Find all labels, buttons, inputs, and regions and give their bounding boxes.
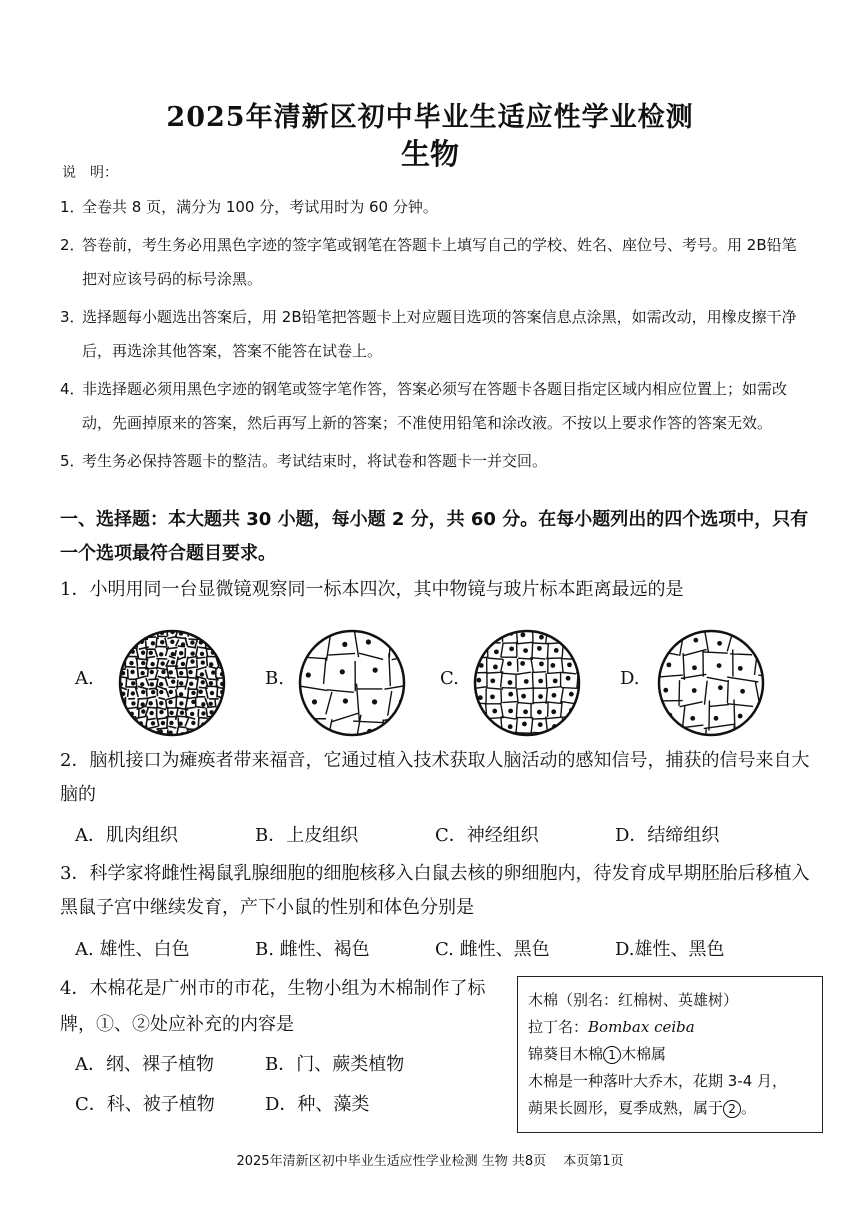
kapok-label-card	[517, 976, 823, 1133]
question-4-stem-line1: 4．木棉花是广州市的市花，生物小组为木棉制作了标	[60, 978, 486, 999]
option-label: B.	[265, 668, 284, 689]
option-d: D．结缔组织	[615, 825, 720, 846]
note-item: 5． 考生务必保持答题卡的整洁。考试结束时，将试卷和答题卡一并交回。	[60, 452, 548, 470]
note-item: 2． 答卷前，考生务必用黑色字迹的签字笔或钢笔在答题卡上填写自己的学校、姓名、座位号、考号。用 2B铅笔把对应该号码的标号涂黑。	[60, 236, 797, 288]
card-line-taxonomy: 锦葵目木棉 1 木棉属	[528, 1045, 667, 1063]
option-d: D．种、藻类	[265, 1094, 370, 1115]
notes-list	[60, 190, 805, 482]
note-item: 3． 选择题每小题选出答案后，用 2B铅笔把答题卡上对应题目选项的答案信息点涂黑，如需改动，用橡皮擦干净后，再选涂其他答案，答案不能答在试卷上。	[60, 308, 797, 360]
option-a: A．肌肉组织	[75, 825, 178, 846]
note-text: 考生务必保持答题卡的整洁。考试结束时，将试卷和答题卡一并交回。	[82, 452, 548, 470]
card-line-name: 木棉（别名：红棉树、英雄树）	[528, 991, 739, 1009]
option-c: C．科、被子植物	[75, 1094, 215, 1115]
card-line-desc2: 蒴果长圆形，夏季成熟，属于 2 。	[528, 1099, 757, 1117]
option-label: D.	[620, 668, 640, 689]
card-line-desc1: 木棉是一种落叶大乔木，花期 3-4 月，	[528, 1072, 788, 1090]
note-text: 全卷共 8 页，满分为 100 分，考试用时为 60 分钟。	[82, 198, 438, 216]
question-3-stem: 3．科学家将雌性褐鼠乳腺细胞的细胞核移入白鼠去核的卵细胞内，待发育成早期胚胎后移植入黑鼠子宫中继续发育，产下小鼠的性别和体色分别是	[60, 863, 810, 918]
question-4-stem-line2: 牌，①、②处应补充的内容是	[60, 1014, 294, 1035]
note-text: 答卷前，考生务必用黑色字迹的签字笔或钢笔在答题卡上填写自己的学校、姓名、座位号、考号。用 2B铅笔把对应该号码的标号涂黑。	[82, 236, 797, 288]
notes-heading: 说 明：	[62, 165, 118, 181]
exam-subject: 生物	[400, 137, 459, 171]
section-heading: 一、选择题：本大题共 30 小题，每小题 2 分，共 60 分。在每小题列出的四个选项中，只有一个选项最符合题目要求。	[60, 509, 809, 564]
option-d: D.雄性、黑色	[615, 939, 725, 960]
microscope-views	[60, 628, 820, 738]
option-label: A.	[75, 668, 94, 689]
option-b: B．门、蕨类植物	[265, 1054, 405, 1075]
option-b: B. 雌性、褐色	[255, 939, 370, 960]
option-c: C．神经组织	[435, 825, 539, 846]
large-cells-icon	[297, 628, 407, 738]
small-cells-dense-icon	[117, 628, 227, 738]
question-2-options	[75, 821, 795, 847]
latin-name: Bombax ceiba	[588, 1018, 695, 1036]
question-2-stem: 2．脑机接口为瘫痪者带来福音，它通过植入技术获取人脑活动的感知信号，捕获的信号来自大脑的	[60, 750, 810, 805]
option-c: C. 雌性、黑色	[435, 939, 550, 960]
option-a: A. 雄性、白色	[75, 939, 190, 960]
blank-marker-2: 2	[723, 1100, 741, 1118]
large-cells-sparse-icon	[656, 628, 766, 738]
page-footer: 2025年清新区初中毕业生适应性学业检测 生物 共8页 本页第1页	[236, 1154, 624, 1169]
option-a: A．纲、裸子植物	[75, 1054, 214, 1075]
blank-marker-1: 1	[603, 1046, 621, 1064]
question-3-options	[75, 935, 795, 961]
card-line-latin: 拉丁名：Bombax ceiba	[528, 1018, 695, 1036]
medium-cells-icon	[472, 628, 582, 738]
note-text: 非选择题必须用黑色字迹的钢笔或签字笔作答，答案必须写在答题卡各题目指定区域内相应位置上；如需改动，先画掉原来的答案，然后再写上新的答案；不准使用铅笔和涂改液。不按以上要求作答的答案无效。	[82, 380, 788, 432]
question-1-stem: 1．小明用同一台显微镜观察同一标本四次，其中物镜与玻片标本距离最远的是	[60, 579, 684, 600]
note-item: 4． 非选择题必须用黑色字迹的钢笔或签字笔作答，答案必须写在答题卡各题目指定区域内相应位置上；如需改动，先画掉原来的答案，然后再写上新的答案；不准使用铅笔和涂改液。不按以上要求作答的答案无效。	[60, 380, 788, 432]
option-label: C.	[440, 668, 459, 689]
option-b: B．上皮组织	[255, 825, 359, 846]
exam-title: 2025年清新区初中毕业生适应性学业检测	[166, 102, 694, 133]
note-item: 1． 全卷共 8 页，满分为 100 分，考试用时为 60 分钟。	[60, 198, 438, 216]
question-4-options-row2	[75, 1090, 455, 1116]
question-4-options-row1	[75, 1050, 455, 1076]
note-text: 选择题每小题选出答案后，用 2B铅笔把答题卡上对应题目选项的答案信息点涂黑，如需改动，用橡皮擦干净后，再选涂其他答案，答案不能答在试卷上。	[82, 308, 797, 360]
